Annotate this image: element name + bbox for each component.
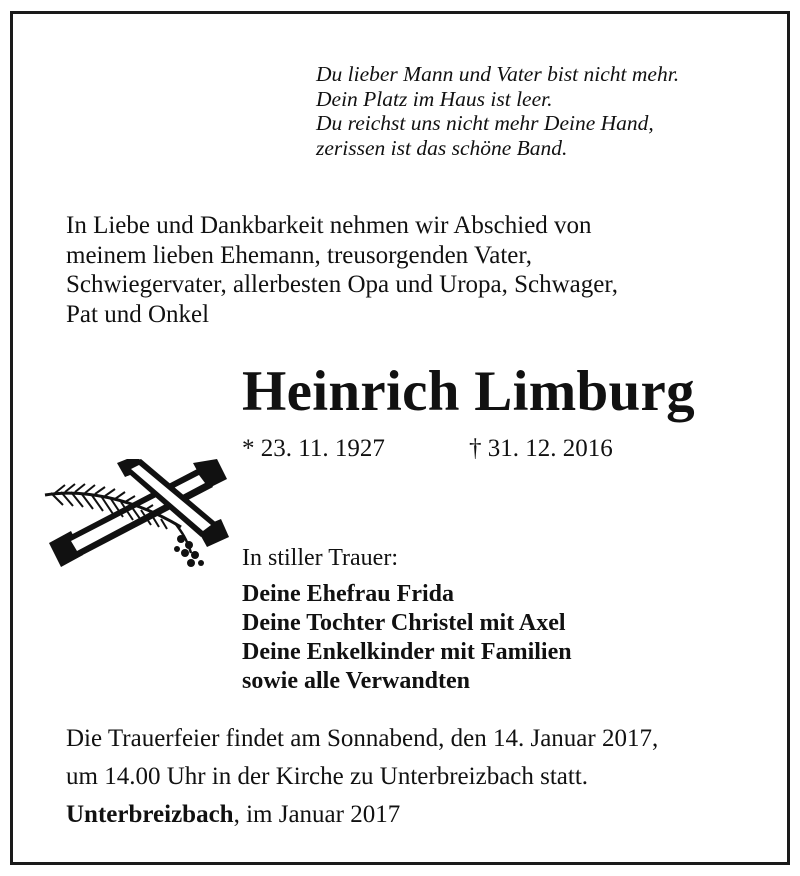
flower-sprig-icon <box>174 535 204 567</box>
funeral-service-info <box>66 720 658 796</box>
place-and-date <box>66 799 400 831</box>
obituary-frame <box>10 11 790 865</box>
place-date: , im Januar 2017 <box>233 801 401 828</box>
death-date: † 31. 12. 2016 <box>469 435 613 462</box>
mourners-list <box>242 580 572 696</box>
cross-with-palm-frond-icon <box>41 459 231 571</box>
mourner-name: sowie alle Verwandten <box>242 668 470 694</box>
service-line: Die Trauerfeier findet am Sonnabend, den 14. Januar 2017, <box>66 725 659 752</box>
farewell-line: meinem lieben Ehemann, treusorgenden Vater, <box>66 241 532 269</box>
deceased-name: Heinrich Limburg <box>242 360 695 423</box>
farewell-text <box>66 211 618 329</box>
poem-line: Dein Platz im Haus ist leer. <box>316 86 553 111</box>
memorial-poem <box>316 62 679 160</box>
mourner-name: Deine Tochter Christel mit Axel <box>242 610 566 636</box>
poem-line: Du lieber Mann und Vater bist nicht mehr. <box>316 62 680 86</box>
poem-line: zerissen ist das schöne Band. <box>316 135 568 160</box>
place-town: Unterbreizbach <box>66 801 234 828</box>
farewell-line: Pat und Onkel <box>66 300 210 328</box>
mourning-label: In stiller Trauer: <box>242 545 398 571</box>
birth-date: * 23. 11. 1927 <box>242 435 385 462</box>
mourner-name: Deine Enkelkinder mit Familien <box>242 639 572 665</box>
service-line: um 14.00 Uhr in der Kirche zu Unterbreizbach statt. <box>66 763 589 790</box>
poem-line: Du reichst uns nicht mehr Deine Hand, <box>316 111 654 135</box>
farewell-line: Schwiegervater, allerbesten Opa und Uropa, Schwager, <box>66 271 618 298</box>
mourner-name: Deine Ehefrau Frida <box>242 581 454 607</box>
farewell-line: In Liebe und Dankbarkeit nehmen wir Abschied von <box>66 212 592 239</box>
life-dates <box>242 434 613 464</box>
